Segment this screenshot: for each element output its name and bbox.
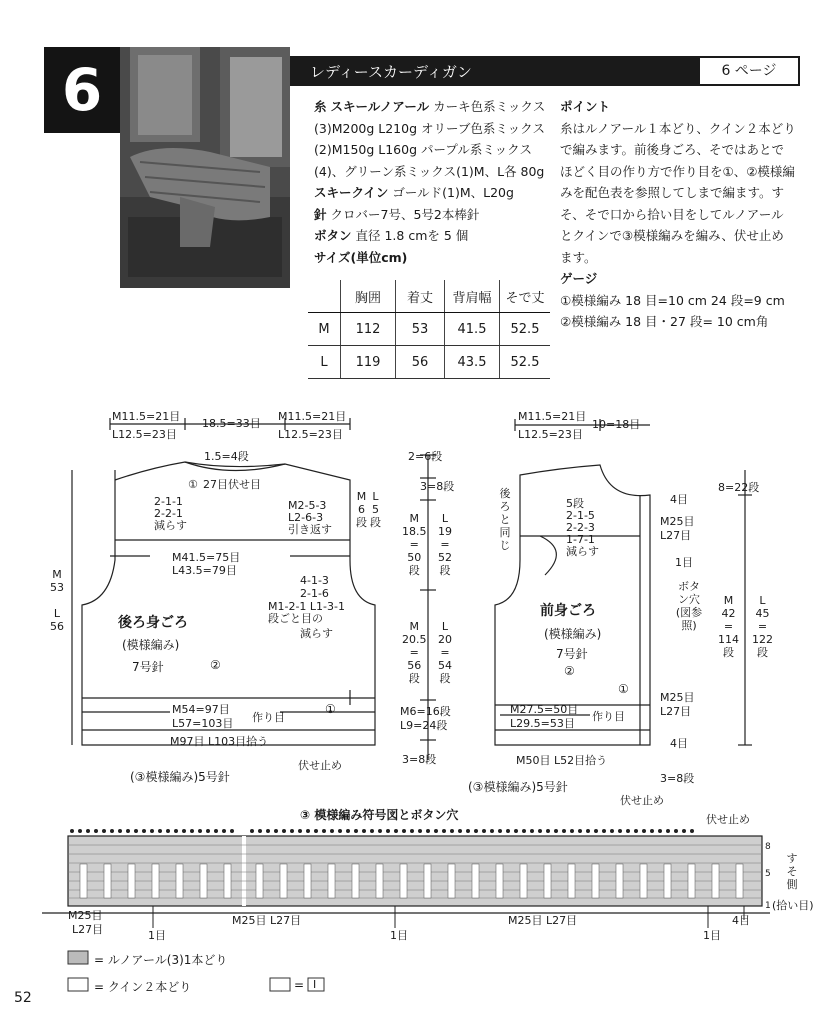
back-shoulder-left-m: M11.5=21目: [112, 410, 181, 423]
back-hem-pattern: (③模様編み)5号針: [130, 770, 230, 784]
chart-title: ③ 模様編み符号図とボタン穴: [300, 808, 459, 822]
back-arm-2: 2-1-6: [300, 587, 329, 600]
table-cell: 41.5: [445, 313, 500, 346]
yarn-name-2: スキークイン: [314, 185, 389, 200]
front-neck-3: 2-2-3: [566, 521, 595, 534]
table-header-cell: 着丈: [396, 280, 445, 313]
front-body-name: 前身ごろ: [540, 603, 596, 619]
point-text: 糸はルノアール１本どり、クイン２本どりで編みます。前後身ごろ、そではあとでほどく目の作り方で作り目を①、②模様編みを配色表を参照してしまで編ます。すそ、そで口から拾い目をしてルノアールとクインで③模様編みを編み、伏せ止めます。: [560, 120, 796, 265]
back-shoulder-right-m: M11.5=21目: [278, 410, 347, 423]
front-neck-1: 5段: [566, 497, 584, 510]
front-pickup: M50目 L52目拾う: [516, 754, 608, 767]
chart-side-label: すそ側: [786, 852, 798, 891]
mid-col-l-2: L 20 = 54 段: [438, 620, 452, 685]
back-bind-off: 伏せ止め: [298, 759, 342, 772]
needle-label: 針: [314, 206, 327, 222]
back-cast-label: 作り目: [252, 711, 285, 724]
front-neck-4: 1-7-1: [566, 533, 595, 546]
table-cell: 56: [396, 346, 445, 379]
chart-row-8: 8: [765, 842, 771, 852]
front-pattern: (模様編み): [544, 627, 602, 641]
mid-top-rows: 2=6段: [408, 450, 443, 463]
mid-col-m-1: M 18.5 = 50 段: [402, 512, 427, 577]
legend-item-3: =: [294, 978, 305, 992]
table-cell: 52.5: [500, 346, 551, 379]
gauge-heading: ゲージ: [560, 271, 598, 286]
chart-one-3: 1目: [703, 929, 721, 942]
back-shoulder-rows-m: M 6 段: [356, 490, 367, 529]
back-arm-3: M1-2-1 L1-3-1: [268, 600, 345, 613]
back-pattern: (模様編み): [122, 638, 180, 652]
front-bind-off: 伏せ止め: [620, 794, 664, 807]
front-cast-m: M27.5=50目: [510, 703, 579, 716]
front-right-rows: 8=22段: [718, 481, 760, 494]
back-shoulder-1: M2-5-3: [288, 499, 327, 512]
table-cell: 52.5: [500, 313, 551, 346]
chart-one-1: 1目: [148, 929, 166, 942]
front-button-hole: ボタン穴 (図参照): [675, 580, 703, 632]
table-header-cell: 胸囲: [341, 280, 396, 313]
chart-pickup-label: (拾い目): [772, 899, 814, 912]
front-neck-2: 2-1-5: [566, 509, 595, 522]
back-width-m: M41.5=75目: [172, 551, 241, 564]
back-neck-depth: 1.5=4段: [204, 450, 249, 463]
back-shoulder-rows-l: L 5 段: [370, 490, 381, 529]
back-neck-dec-1: 2-1-1: [154, 495, 183, 508]
back-circle-1-bottom: ①: [325, 702, 336, 716]
front-circle-1: ①: [618, 682, 629, 696]
size-label: サイズ(単位cm): [314, 249, 408, 265]
front-band-m: M25目: [660, 515, 695, 528]
front-top-right: 10=18目: [592, 418, 641, 431]
legend-item-2: = クイン２本どり: [94, 980, 192, 994]
back-shoulder-2: L2-6-3: [288, 511, 324, 524]
front-shoulder-l: L12.5=23目: [518, 428, 583, 441]
back-neck-dec-2: 2-2-1: [154, 507, 183, 520]
back-needle: 7号針: [132, 660, 164, 674]
front-circle-2: ②: [564, 664, 575, 678]
back-shoulder-left-l: L12.5=23目: [112, 428, 177, 441]
front-band-l: L27目: [660, 529, 692, 542]
front-band-top: 4目: [670, 493, 688, 506]
table-header-cell: そで丈: [500, 280, 551, 313]
table-cell: 43.5: [445, 346, 500, 379]
table-cell: 112: [341, 313, 396, 346]
front-cast-l: L29.5=53目: [510, 717, 575, 730]
chart-right-4: 4目: [732, 914, 750, 927]
front-right-l: L 45 = 122 段: [752, 594, 773, 659]
back-arm-4: 段ごと目の: [268, 612, 323, 625]
mid-bottom-rows: 3=8段: [402, 753, 437, 766]
chart-mid-2: M25目 L27目: [508, 914, 578, 927]
back-neck-bind: 27目伏せ目: [203, 478, 261, 491]
chart-row-5: 5: [765, 869, 771, 879]
legend-item-3-symbol: I: [313, 978, 317, 991]
button-details: 直径 1.8 cmを 5 個: [355, 228, 469, 243]
table-cell: 119: [341, 346, 396, 379]
page-reference: 6 ページ: [700, 58, 798, 84]
back-width-l: L43.5=79目: [172, 564, 237, 577]
table-header-cell: 背肩幅: [445, 280, 500, 313]
back-shoulder-3: 引き返す: [288, 523, 332, 536]
back-body-name: 後ろ身ごろ: [118, 615, 188, 631]
back-arm-1: 4-1-3: [300, 574, 329, 587]
legend-item-1: = ルノアール(3)1本どり: [94, 953, 228, 967]
mid-top-rows-2: 3=8段: [420, 480, 455, 493]
pattern-number: 6: [44, 47, 120, 133]
front-band-bottom-l: L27目: [660, 705, 692, 718]
front-hem-pattern: (③模様編み)5号針: [468, 780, 568, 794]
chart-l27-left: L27目: [72, 923, 104, 936]
back-cast-l: L57=103目: [172, 717, 234, 730]
front-cast-label: 作り目: [592, 710, 625, 723]
needle-details: クロバー7号、5号2本棒針: [330, 206, 480, 222]
front-right-m: M 42 = 114 段: [718, 594, 739, 659]
back-pickup: M97目 L103目拾う: [170, 735, 269, 748]
chart-mid-1: M25目 L27目: [232, 914, 302, 927]
yarn-details-2: ゴールド(1)M、L20g: [392, 185, 514, 200]
front-neck-5: 減らす: [566, 545, 599, 558]
chart-one-2: 1目: [390, 929, 408, 942]
pattern-title: レディースカーディガン: [310, 63, 472, 81]
yarn-label: 糸: [314, 99, 327, 114]
front-shoulder-m: M11.5=21目: [518, 410, 587, 423]
gauge-line-1: ①模様編み 18 目=10 cm 24 段=9 cm: [560, 292, 785, 308]
table-cell: L: [308, 346, 341, 379]
back-cast-m: M54=97目: [172, 703, 230, 716]
mid-bottom-l: L9=24段: [400, 719, 448, 732]
front-same-as-back: 後ろと同じ: [499, 487, 511, 552]
button-label: ボタン: [314, 228, 352, 243]
back-circle-1-top: ①: [188, 478, 198, 491]
back-length: M 53 L 56: [50, 568, 64, 633]
table-cell: M: [308, 313, 341, 346]
mid-col-l-1: L 19 = 52 段: [438, 512, 452, 577]
gauge-line-2: ②模様編み 18 目・27 段= 10 cm角: [560, 314, 769, 329]
front-needle: 7号針: [556, 647, 588, 661]
back-shoulder-right-l: L12.5=23目: [278, 428, 343, 441]
chart-bind-off: 伏せ止め: [706, 813, 750, 826]
yarn-details-1: カーキ色系ミックス(3)M200g L210g オリーブ色系ミックス(2)M150g L160g パープル系ミックス(4)、グリーン系ミックス(1)M、L各 80g: [314, 99, 546, 179]
back-arm-5: 減らす: [300, 627, 333, 640]
yarn-name-1: スキールノアール: [330, 99, 430, 114]
chart-m25-left: M25目: [68, 909, 103, 922]
front-hem-rows: 3=8段: [660, 772, 695, 785]
mid-col-m-2: M 20.5 = 56 段: [402, 620, 427, 685]
chart-row-1: 1: [765, 901, 771, 911]
back-neck-dec-3: 減らす: [154, 519, 187, 532]
point-heading: ポイント: [560, 99, 611, 114]
front-band-bottom-m: M25目: [660, 691, 695, 704]
mid-bottom-m: M6=16段: [400, 705, 451, 718]
front-band-bottom-4: 4目: [670, 737, 688, 750]
page-number: 52: [14, 990, 32, 1006]
front-band-1: 1目: [675, 556, 693, 569]
back-neck-width: 18.5=33目: [202, 417, 261, 430]
table-cell: 53: [396, 313, 445, 346]
back-circle-2: ②: [210, 658, 221, 672]
